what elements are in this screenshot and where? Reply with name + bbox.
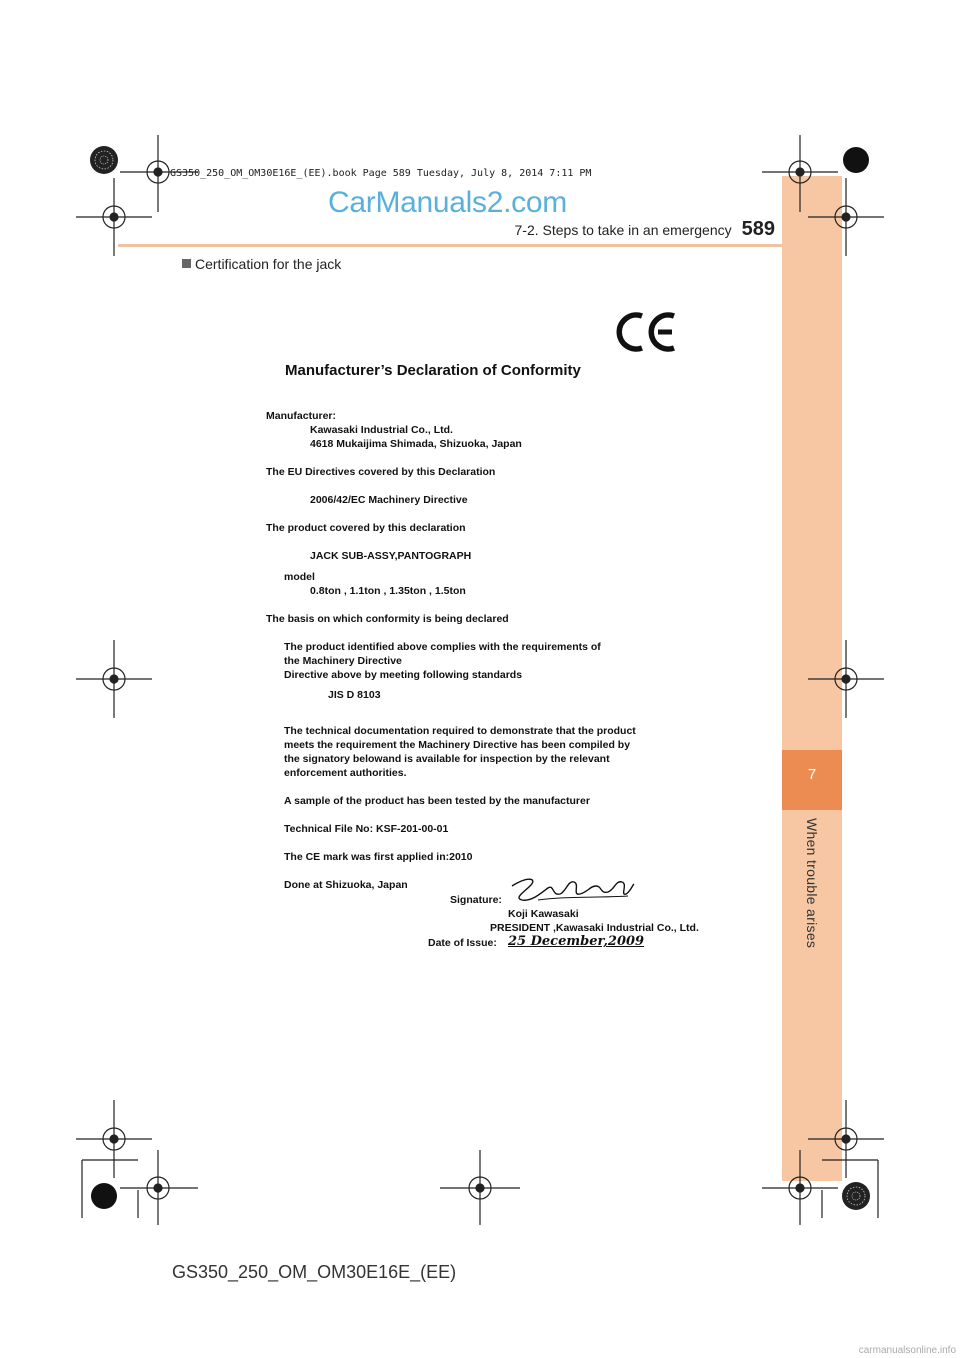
header-rule	[118, 244, 782, 247]
solid-target-icon	[91, 1183, 117, 1209]
basis-line: The product identified above complies with the requirements of	[284, 641, 601, 653]
chapter-title: When trouble arises	[804, 818, 820, 949]
product-text: JACK SUB-ASSY,PANTOGRAPH	[310, 550, 472, 562]
signatory-name: Koji Kawasaki	[508, 908, 579, 920]
tech-line: the signatory belowand is available for inspection by the relevant	[284, 753, 610, 765]
signatory-title: PRESIDENT ,Kawasaki Industrial Co., Ltd.	[490, 922, 699, 934]
manufacturer-label: Manufacturer:	[266, 410, 337, 422]
signature-label: Signature:	[450, 894, 502, 906]
signature-image	[508, 872, 638, 908]
basis-line: Directive above by meeting following standards	[284, 669, 523, 681]
section-title: 7-2. Steps to take in an emergency	[514, 222, 732, 238]
crosshair-icon	[76, 640, 152, 718]
sample-text: A sample of the product has been tested by the manufacturer	[284, 795, 590, 807]
directives-label: The EU Directives covered by this Declaration	[266, 466, 496, 478]
crosshair-icon	[762, 1150, 838, 1225]
crosshair-icon	[120, 1150, 198, 1225]
crosshair-icon	[808, 640, 884, 718]
square-bullet-icon	[182, 259, 191, 268]
book-info: GS350_250_OM_OM30E16E_(EE).book Page 589 Tuesday, July 8, 2014 7:11 PM	[170, 168, 592, 179]
starburst-target-icon	[90, 146, 118, 174]
solid-target-icon	[843, 147, 869, 173]
crosshair-icon	[808, 1100, 884, 1178]
crosshair-icon	[76, 1100, 152, 1178]
date-label: Date of Issue:	[428, 937, 497, 949]
basis-label: The basis on which conformity is being declared	[266, 613, 509, 625]
directive-text: 2006/42/EC Machinery Directive	[310, 494, 468, 506]
standard-text: JIS D 8103	[328, 689, 381, 701]
technical-file: Technical File No: KSF-201-00-01	[284, 823, 449, 835]
product-label: The product covered by this declaration	[266, 522, 466, 534]
page-header	[420, 218, 775, 241]
date-value: 25 December,2009	[508, 934, 645, 949]
crosshair-icon	[808, 178, 884, 256]
tech-line: enforcement authorities.	[284, 767, 407, 779]
manufacturer-name: Kawasaki Industrial Co., Ltd.	[310, 424, 453, 436]
tech-line: meets the requirement the Machinery Directive has been compiled by	[284, 739, 631, 751]
page-number: 589	[741, 218, 775, 240]
footer-code: GS350_250_OM_OM30E16E_(EE)	[172, 1262, 457, 1282]
starburst-target-icon	[842, 1182, 870, 1210]
basis-line: the Machinery Directive	[284, 655, 402, 667]
crosshair-icon	[762, 135, 838, 212]
chapter-number: 7	[807, 766, 817, 783]
ce-mark-icon	[616, 310, 680, 354]
done-at: Done at Shizuoka, Japan	[284, 879, 408, 891]
tech-line: The technical documentation required to demonstrate that the product	[284, 725, 636, 737]
model-label: model	[284, 571, 315, 583]
crosshair-icon	[440, 1150, 520, 1225]
manufacturer-address: 4618 Mukaijima Shimada, Shizuoka, Japan	[310, 438, 522, 450]
section-subtitle	[182, 256, 341, 272]
watermark: CarManuals2.com	[328, 186, 567, 219]
ce-first-applied: The CE mark was first applied in:2010	[284, 851, 473, 863]
declaration-title: Manufacturer’s Declaration of Conformity	[285, 362, 581, 379]
subtitle-text: Certification for the jack	[195, 256, 342, 272]
footer-url: carmanualsonline.info	[858, 1345, 956, 1356]
models-text: 0.8ton , 1.1ton , 1.35ton , 1.5ton	[310, 585, 466, 597]
